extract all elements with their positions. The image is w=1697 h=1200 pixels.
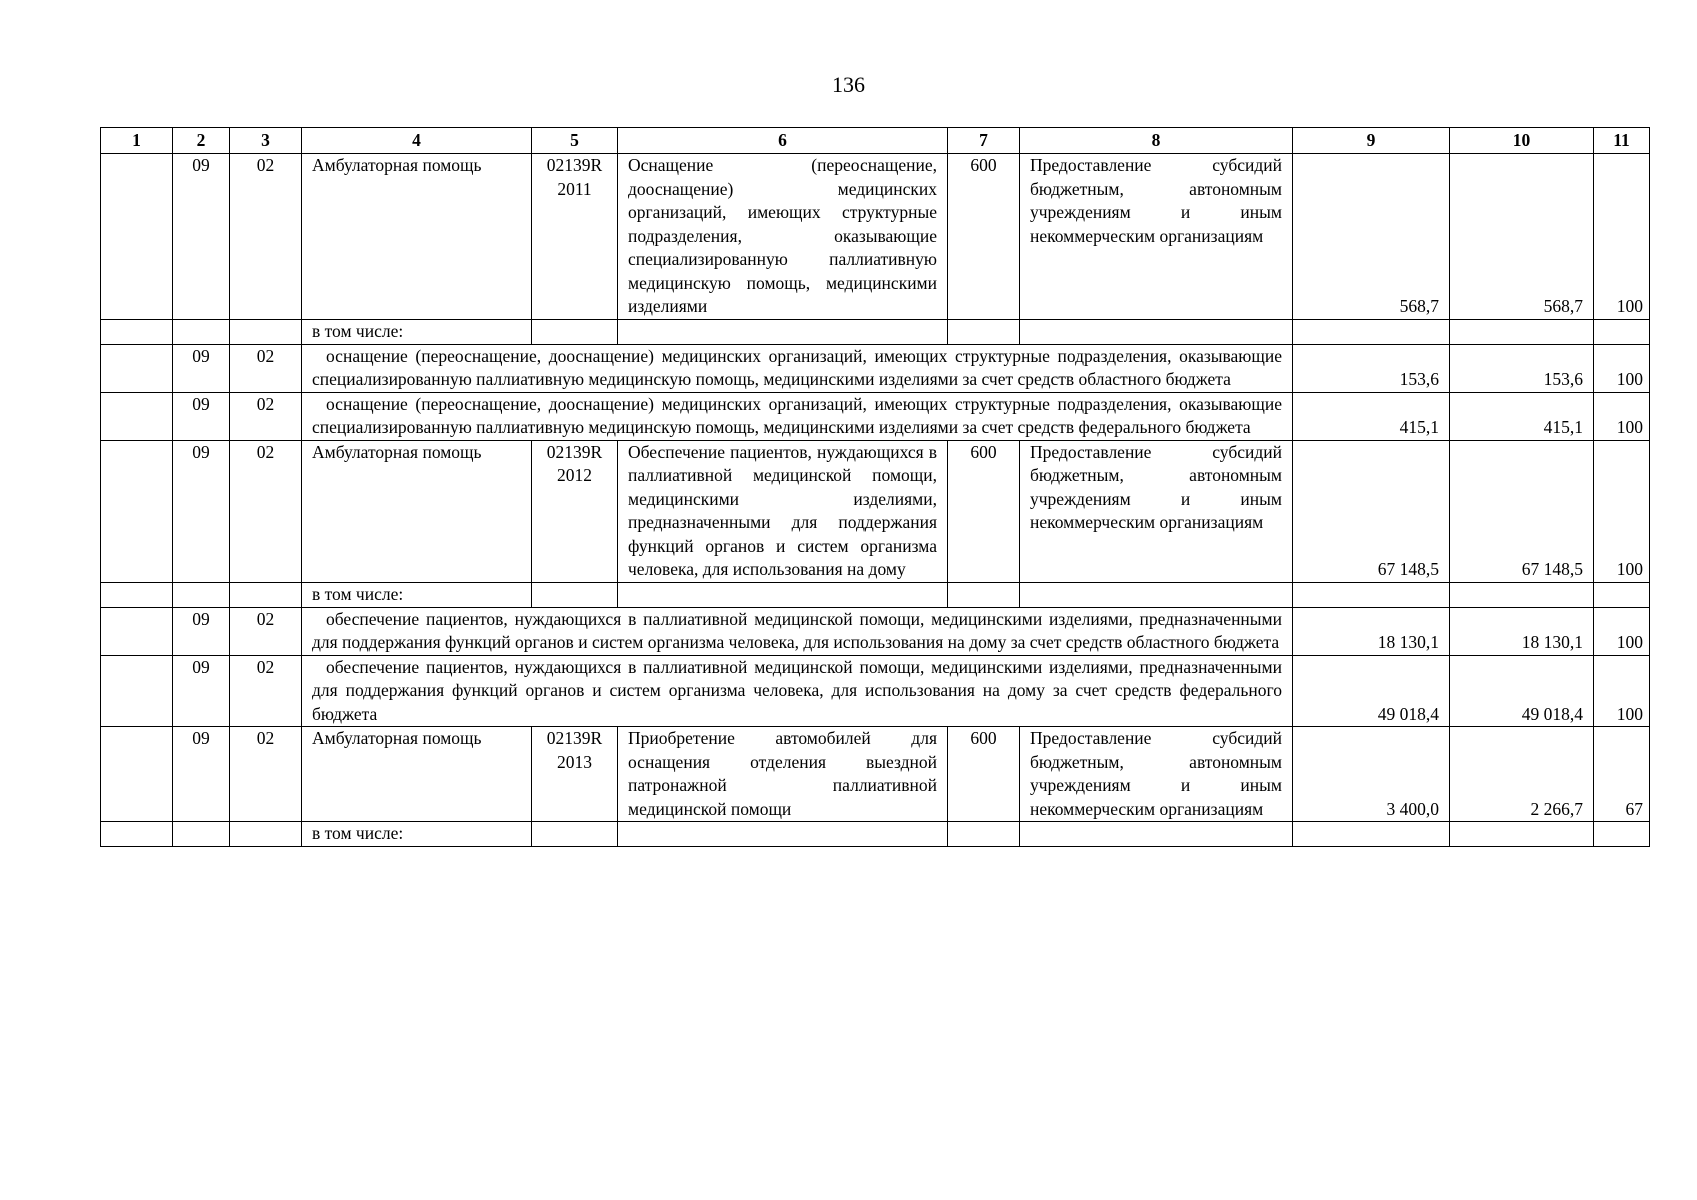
cell-empty — [101, 655, 173, 727]
cell-subsection-code: 02 — [230, 727, 302, 822]
cell-subsection-code: 02 — [230, 344, 302, 392]
cell-empty — [101, 154, 173, 320]
cell-section-code: 09 — [173, 154, 230, 320]
table-row — [101, 440, 1650, 582]
cell-subsection-code: 02 — [230, 392, 302, 440]
cell-empty — [1450, 319, 1594, 344]
cell-empty — [1594, 319, 1650, 344]
cell-empty — [101, 727, 173, 822]
cell-actual-amount: 18 130,1 — [1450, 607, 1594, 655]
column-header: 8 — [1020, 128, 1293, 154]
cell-section-code: 09 — [173, 344, 230, 392]
cell-empty — [948, 319, 1020, 344]
page-number: 136 — [832, 72, 865, 97]
cell-empty — [101, 440, 173, 582]
cell-planned-amount: 568,7 — [1293, 154, 1450, 320]
cell-percent: 100 — [1594, 154, 1650, 320]
cell-including-label: в том числе: — [302, 582, 532, 607]
cell-subsection-code: 02 — [230, 154, 302, 320]
cell-section-code: 09 — [173, 727, 230, 822]
cell-empty — [1020, 822, 1293, 847]
cell-subsection-code: 02 — [230, 607, 302, 655]
table-row — [101, 607, 1650, 655]
cell-actual-amount: 67 148,5 — [1450, 440, 1594, 582]
cell-planned-amount: 67 148,5 — [1293, 440, 1450, 582]
cell-empty — [1020, 319, 1293, 344]
table-row — [101, 822, 1650, 847]
cell-target-code: 02139R 2013 — [532, 727, 618, 822]
column-header: 5 — [532, 128, 618, 154]
cell-empty — [532, 822, 618, 847]
cell-empty — [173, 582, 230, 607]
cell-percent: 100 — [1594, 440, 1650, 582]
column-header: 1 — [101, 128, 173, 154]
cell-empty — [230, 822, 302, 847]
column-header: 3 — [230, 128, 302, 154]
cell-empty — [1450, 822, 1594, 847]
cell-empty — [1594, 822, 1650, 847]
cell-target-code: 02139R 2011 — [532, 154, 618, 320]
cell-planned-amount: 18 130,1 — [1293, 607, 1450, 655]
cell-including-label: в том числе: — [302, 319, 532, 344]
cell-actual-amount: 568,7 — [1450, 154, 1594, 320]
cell-recipient: Предоставление субсидий бюджетным, автономным учреждениям и иным некоммерческим организациям — [1020, 727, 1293, 822]
cell-description: Обеспечение пациентов, нуждающихся в паллиативной медицинской помощи, медицинскими изделиями, предназначенными для поддержания функций органов и систем организма человека, для использования на дому — [618, 440, 948, 582]
cell-subsection-code: 02 — [230, 655, 302, 727]
cell-empty — [532, 582, 618, 607]
table-row — [101, 154, 1650, 320]
cell-empty — [101, 319, 173, 344]
cell-empty — [101, 392, 173, 440]
cell-actual-amount: 49 018,4 — [1450, 655, 1594, 727]
cell-description: Оснащение (переоснащение, дооснащение) медицинских организаций, имеющих структурные подразделения, оказывающие специализированную паллиативную медицинскую помощь, медицинскими изделиями — [618, 154, 948, 320]
cell-planned-amount: 153,6 — [1293, 344, 1450, 392]
cell-empty — [101, 607, 173, 655]
cell-expense-type: 600 — [948, 440, 1020, 582]
table-row — [101, 727, 1650, 822]
cell-percent: 100 — [1594, 607, 1650, 655]
column-header: 2 — [173, 128, 230, 154]
cell-section-code: 09 — [173, 392, 230, 440]
column-header: 9 — [1293, 128, 1450, 154]
cell-section-code: 09 — [173, 607, 230, 655]
cell-percent: 67 — [1594, 727, 1650, 822]
cell-actual-amount: 2 266,7 — [1450, 727, 1594, 822]
cell-funding-source-text: оснащение (переоснащение, дооснащение) медицинских организаций, имеющих структурные подразделения, оказывающие специализированную паллиативную медицинскую помощь, медицинскими изделиями за счет средств федерального бюджета — [302, 392, 1293, 440]
cell-description: Приобретение автомобилей для оснащения отделения выездной патронажной паллиативной медицинской помощи — [618, 727, 948, 822]
column-header: 10 — [1450, 128, 1594, 154]
cell-including-label: в том числе: — [302, 822, 532, 847]
cell-empty — [173, 822, 230, 847]
cell-empty — [618, 582, 948, 607]
cell-empty — [1020, 582, 1293, 607]
cell-section-name: Амбулаторная помощь — [302, 727, 532, 822]
cell-recipient: Предоставление субсидий бюджетным, автономным учреждениям и иным некоммерческим организациям — [1020, 154, 1293, 320]
cell-empty — [101, 822, 173, 847]
cell-empty — [948, 822, 1020, 847]
table-row — [101, 392, 1650, 440]
cell-expense-type: 600 — [948, 727, 1020, 822]
cell-planned-amount: 3 400,0 — [1293, 727, 1450, 822]
cell-actual-amount: 153,6 — [1450, 344, 1594, 392]
cell-section-name: Амбулаторная помощь — [302, 440, 532, 582]
table-row — [101, 319, 1650, 344]
table-row — [101, 655, 1650, 727]
column-header: 6 — [618, 128, 948, 154]
cell-recipient: Предоставление субсидий бюджетным, автономным учреждениям и иным некоммерческим организациям — [1020, 440, 1293, 582]
cell-section-name: Амбулаторная помощь — [302, 154, 532, 320]
cell-empty — [230, 582, 302, 607]
cell-funding-source-text: оснащение (переоснащение, дооснащение) медицинских организаций, имеющих структурные подразделения, оказывающие специализированную паллиативную медицинскую помощь, медицинскими изделиями за счет средств областного бюджета — [302, 344, 1293, 392]
cell-expense-type: 600 — [948, 154, 1020, 320]
cell-empty — [173, 319, 230, 344]
cell-empty — [532, 319, 618, 344]
cell-empty — [1293, 319, 1450, 344]
column-number-header — [101, 128, 1650, 154]
cell-empty — [618, 822, 948, 847]
cell-empty — [1293, 822, 1450, 847]
cell-funding-source-text: обеспечение пациентов, нуждающихся в паллиативной медицинской помощи, медицинскими изделиями, предназначенными для поддержания функций органов и систем организма человека, для использования на дому за счет средств федерального бюджета — [302, 655, 1293, 727]
table-row — [101, 344, 1650, 392]
cell-planned-amount: 415,1 — [1293, 392, 1450, 440]
cell-section-code: 09 — [173, 655, 230, 727]
cell-percent: 100 — [1594, 655, 1650, 727]
cell-empty — [1293, 582, 1450, 607]
cell-section-code: 09 — [173, 440, 230, 582]
column-header: 7 — [948, 128, 1020, 154]
cell-funding-source-text: обеспечение пациентов, нуждающихся в паллиативной медицинской помощи, медицинскими изделиями, предназначенными для поддержания функций органов и систем организма человека, для использования на дому за счет средств областного бюджета — [302, 607, 1293, 655]
cell-percent: 100 — [1594, 392, 1650, 440]
cell-empty — [1594, 582, 1650, 607]
cell-empty — [101, 344, 173, 392]
cell-empty — [618, 319, 948, 344]
cell-planned-amount: 49 018,4 — [1293, 655, 1450, 727]
cell-empty — [948, 582, 1020, 607]
cell-subsection-code: 02 — [230, 440, 302, 582]
table-row — [101, 582, 1650, 607]
cell-actual-amount: 415,1 — [1450, 392, 1594, 440]
cell-empty — [101, 582, 173, 607]
cell-empty — [230, 319, 302, 344]
cell-empty — [1450, 582, 1594, 607]
column-header: 11 — [1594, 128, 1650, 154]
cell-target-code: 02139R 2012 — [532, 440, 618, 582]
cell-percent: 100 — [1594, 344, 1650, 392]
column-header: 4 — [302, 128, 532, 154]
budget-table — [100, 127, 1650, 847]
